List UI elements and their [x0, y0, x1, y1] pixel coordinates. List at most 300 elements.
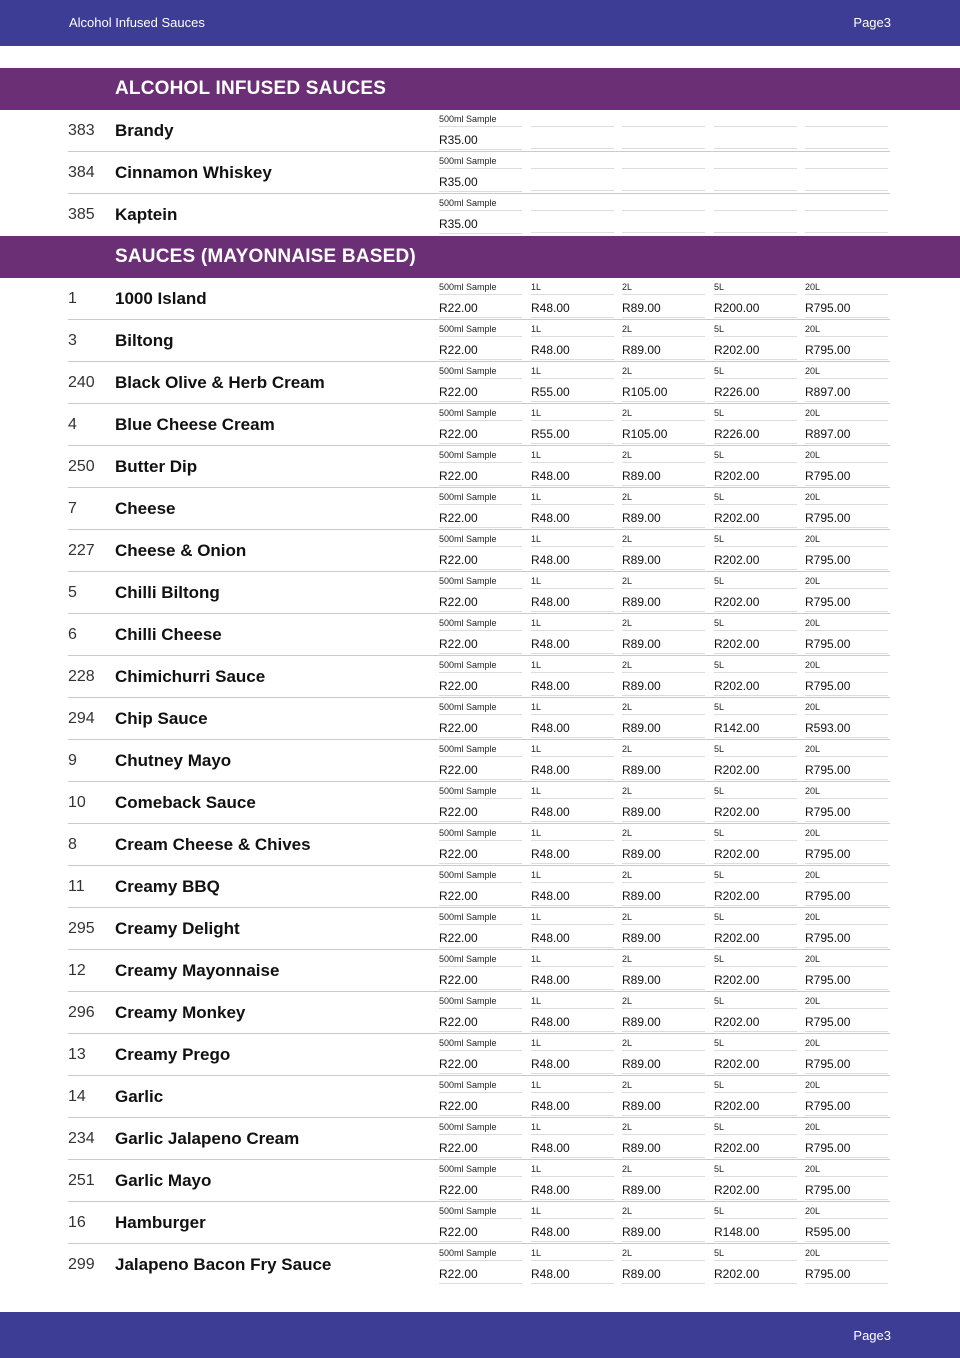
price-cell [531, 576, 614, 612]
price-cell [622, 156, 705, 191]
price-amount: R22.00 [439, 1225, 522, 1242]
price-amount: R202.00 [714, 343, 797, 360]
size-label: 1L [531, 1248, 614, 1261]
price-amount: R22.00 [439, 679, 522, 696]
price-amount: R48.00 [531, 973, 614, 990]
price-amount: R202.00 [714, 1267, 797, 1284]
size-label: 500ml Sample [439, 1206, 522, 1219]
size-label: 5L [714, 954, 797, 967]
size-label: 500ml Sample [439, 870, 522, 883]
price-cell [439, 1122, 522, 1158]
price-amount: R22.00 [439, 511, 522, 528]
price-cell [805, 156, 888, 191]
price-cell [622, 786, 705, 822]
price-amount [805, 175, 888, 191]
size-label: 2L [622, 324, 705, 337]
size-label: 1L [531, 912, 614, 925]
product-code: 240 [68, 374, 95, 391]
product-code: 8 [68, 836, 77, 853]
price-cell [805, 450, 888, 486]
price-amount: R795.00 [805, 553, 888, 570]
product-code: 10 [68, 794, 86, 811]
price-amount: R202.00 [714, 805, 797, 822]
size-label: 500ml Sample [439, 114, 522, 127]
size-label: 5L [714, 408, 797, 421]
price-cell [531, 198, 614, 233]
product-name: Garlic [115, 1087, 164, 1106]
price-cell [439, 744, 522, 780]
size-label: 2L [622, 618, 705, 631]
price-amount: R795.00 [805, 511, 888, 528]
price-cell [805, 198, 888, 233]
product-code: 295 [68, 920, 95, 937]
size-label: 500ml Sample [439, 786, 522, 799]
price-cell [531, 660, 614, 696]
price-cell [622, 1206, 705, 1242]
section-header [0, 236, 960, 278]
price-cell [805, 1038, 888, 1074]
size-label: 5L [714, 1206, 797, 1219]
price-amount: R226.00 [714, 427, 797, 444]
price-amount: R35.00 [439, 217, 522, 234]
product-code: 250 [68, 458, 95, 475]
price-amount [531, 133, 614, 149]
price-cell [439, 1206, 522, 1242]
price-amount: R22.00 [439, 637, 522, 654]
size-label: 20L [805, 996, 888, 1009]
price-cell [714, 114, 797, 149]
size-label: 500ml Sample [439, 450, 522, 463]
product-name: Chimichurri Sauce [115, 667, 266, 686]
size-label: 500ml Sample [439, 954, 522, 967]
price-amount [714, 217, 797, 233]
price-cell [439, 114, 522, 150]
size-label [714, 198, 797, 211]
size-label: 2L [622, 660, 705, 673]
product-row [0, 614, 960, 656]
size-label: 1L [531, 282, 614, 295]
price-cell [714, 1248, 797, 1284]
size-label: 5L [714, 1080, 797, 1093]
size-label: 1L [531, 828, 614, 841]
price-cell [531, 492, 614, 528]
size-label: 2L [622, 450, 705, 463]
size-label: 500ml Sample [439, 576, 522, 589]
price-cell [714, 576, 797, 612]
price-cell [531, 408, 614, 444]
size-label: 2L [622, 576, 705, 589]
price-cell [622, 912, 705, 948]
price-amount: R89.00 [622, 595, 705, 612]
product-code: 234 [68, 1130, 95, 1147]
size-label: 5L [714, 996, 797, 1009]
price-cell [531, 450, 614, 486]
price-cell [439, 366, 522, 402]
price-cell [439, 1038, 522, 1074]
price-cell [714, 954, 797, 990]
product-row [0, 656, 960, 698]
product-code: 16 [68, 1214, 86, 1231]
price-amount: R89.00 [622, 637, 705, 654]
product-name: Cheese & Onion [115, 541, 247, 560]
size-label: 5L [714, 660, 797, 673]
product-name: Chilli Biltong [115, 583, 220, 602]
price-cell [531, 1038, 614, 1074]
price-cell [714, 324, 797, 360]
size-label: 2L [622, 1248, 705, 1261]
product-name: Garlic Mayo [115, 1171, 212, 1190]
size-label: 500ml Sample [439, 282, 522, 295]
size-label: 20L [805, 702, 888, 715]
product-code: 9 [68, 752, 77, 769]
price-cell [622, 450, 705, 486]
price-cell [805, 744, 888, 780]
product-name: 1000 Island [115, 289, 207, 308]
price-amount: R595.00 [805, 1225, 888, 1242]
price-amount: R202.00 [714, 931, 797, 948]
price-cell [531, 366, 614, 402]
price-amount: R795.00 [805, 469, 888, 486]
size-label: 2L [622, 744, 705, 757]
size-label: 1L [531, 618, 614, 631]
size-label: 5L [714, 1164, 797, 1177]
product-code: 5 [68, 584, 77, 601]
size-label: 5L [714, 912, 797, 925]
price-amount: R89.00 [622, 553, 705, 570]
price-cell [622, 1038, 705, 1074]
size-label: 2L [622, 912, 705, 925]
price-cell [714, 744, 797, 780]
price-cell [531, 282, 614, 318]
price-cell [531, 534, 614, 570]
size-label: 5L [714, 450, 797, 463]
price-amount: R48.00 [531, 805, 614, 822]
price-amount: R142.00 [714, 721, 797, 738]
size-label: 1L [531, 534, 614, 547]
product-name: Chip Sauce [115, 709, 208, 728]
price-amount: R22.00 [439, 1141, 522, 1158]
size-label: 1L [531, 1206, 614, 1219]
product-row [0, 1118, 960, 1160]
size-label: 1L [531, 1038, 614, 1051]
product-row [0, 152, 960, 194]
size-label: 500ml Sample [439, 618, 522, 631]
price-amount: R22.00 [439, 847, 522, 864]
size-label: 20L [805, 954, 888, 967]
price-amount: R202.00 [714, 637, 797, 654]
price-amount: R202.00 [714, 553, 797, 570]
product-code: 385 [68, 206, 95, 223]
size-label: 500ml Sample [439, 1248, 522, 1261]
price-cell [439, 1164, 522, 1200]
product-row [0, 866, 960, 908]
price-cell [805, 1164, 888, 1200]
size-label: 5L [714, 1038, 797, 1051]
size-label: 2L [622, 492, 705, 505]
size-label: 5L [714, 282, 797, 295]
price-cell [714, 660, 797, 696]
product-code: 383 [68, 122, 95, 139]
price-amount: R48.00 [531, 1141, 614, 1158]
size-label: 20L [805, 1164, 888, 1177]
size-label: 2L [622, 534, 705, 547]
section-header [0, 68, 960, 110]
price-amount: R795.00 [805, 595, 888, 612]
price-cell [805, 912, 888, 948]
size-label: 20L [805, 786, 888, 799]
size-label: 1L [531, 408, 614, 421]
price-cell [531, 954, 614, 990]
price-amount: R89.00 [622, 973, 705, 990]
price-amount: R48.00 [531, 931, 614, 948]
size-label: 500ml Sample [439, 492, 522, 505]
size-label [714, 114, 797, 127]
size-label: 5L [714, 1248, 797, 1261]
price-amount: R795.00 [805, 847, 888, 864]
price-amount: R48.00 [531, 1225, 614, 1242]
price-amount: R48.00 [531, 343, 614, 360]
size-label [805, 156, 888, 169]
price-cell [531, 114, 614, 149]
price-amount: R795.00 [805, 973, 888, 990]
product-row [0, 362, 960, 404]
product-row [0, 320, 960, 362]
price-amount: R48.00 [531, 595, 614, 612]
price-cell [805, 534, 888, 570]
size-label: 20L [805, 324, 888, 337]
product-row [0, 1160, 960, 1202]
price-amount: R202.00 [714, 511, 797, 528]
price-cell [714, 618, 797, 654]
size-label: 5L [714, 786, 797, 799]
price-cell [805, 576, 888, 612]
price-amount: R795.00 [805, 1267, 888, 1284]
page-header [0, 0, 960, 46]
header-page-number: Page3 [853, 15, 891, 30]
price-amount [714, 133, 797, 149]
product-name: Creamy BBQ [115, 877, 220, 896]
price-amount: R89.00 [622, 1267, 705, 1284]
price-cell [622, 954, 705, 990]
price-cell [714, 828, 797, 864]
product-row [0, 572, 960, 614]
price-cell [439, 660, 522, 696]
product-name: Jalapeno Bacon Fry Sauce [115, 1255, 332, 1274]
product-code: 228 [68, 668, 95, 685]
price-cell [714, 1038, 797, 1074]
size-label: 5L [714, 324, 797, 337]
size-label: 1L [531, 660, 614, 673]
price-amount [531, 175, 614, 191]
price-cell [531, 786, 614, 822]
size-label: 500ml Sample [439, 1122, 522, 1135]
price-cell [531, 870, 614, 906]
size-label: 20L [805, 744, 888, 757]
size-label: 500ml Sample [439, 534, 522, 547]
price-cell [531, 828, 614, 864]
price-cell [805, 408, 888, 444]
price-cell [531, 1080, 614, 1116]
price-amount [622, 217, 705, 233]
document-title: Alcohol Infused Sauces [69, 15, 205, 30]
price-amount: R795.00 [805, 1015, 888, 1032]
price-amount: R795.00 [805, 805, 888, 822]
price-amount: R202.00 [714, 1057, 797, 1074]
price-amount: R22.00 [439, 385, 522, 402]
price-cell [622, 744, 705, 780]
price-amount: R202.00 [714, 973, 797, 990]
product-row [0, 488, 960, 530]
price-cell [805, 828, 888, 864]
price-cell [805, 618, 888, 654]
price-amount: R89.00 [622, 889, 705, 906]
size-label: 2L [622, 828, 705, 841]
price-amount: R22.00 [439, 1099, 522, 1116]
product-name: Creamy Delight [115, 919, 240, 938]
size-label: 20L [805, 366, 888, 379]
size-label: 1L [531, 450, 614, 463]
price-amount: R89.00 [622, 1099, 705, 1116]
price-amount [805, 133, 888, 149]
price-cell [622, 1080, 705, 1116]
price-cell [714, 912, 797, 948]
size-label: 20L [805, 576, 888, 589]
price-cell [805, 1080, 888, 1116]
price-amount: R22.00 [439, 595, 522, 612]
product-code: 12 [68, 962, 86, 979]
price-amount: R89.00 [622, 931, 705, 948]
size-label: 500ml Sample [439, 912, 522, 925]
price-amount: R89.00 [622, 1141, 705, 1158]
size-label: 500ml Sample [439, 744, 522, 757]
section-title: SAUCES (MAYONNAISE BASED) [115, 246, 416, 267]
price-cell [805, 996, 888, 1032]
price-amount: R55.00 [531, 427, 614, 444]
size-label: 1L [531, 954, 614, 967]
size-label: 500ml Sample [439, 660, 522, 673]
price-amount: R200.00 [714, 301, 797, 318]
product-row [0, 530, 960, 572]
product-row [0, 1244, 960, 1286]
price-amount: R105.00 [622, 427, 705, 444]
price-amount: R795.00 [805, 1099, 888, 1116]
section-title: ALCOHOL INFUSED SAUCES [115, 78, 387, 99]
price-amount: R22.00 [439, 343, 522, 360]
product-row [0, 194, 960, 236]
size-label: 2L [622, 954, 705, 967]
product-name: Hamburger [115, 1213, 206, 1232]
product-row [0, 992, 960, 1034]
price-cell [439, 492, 522, 528]
size-label: 500ml Sample [439, 1164, 522, 1177]
product-name: Cheese [115, 499, 176, 518]
price-cell [531, 744, 614, 780]
price-cell [805, 954, 888, 990]
price-amount: R22.00 [439, 931, 522, 948]
size-label: 500ml Sample [439, 996, 522, 1009]
price-cell [622, 324, 705, 360]
price-amount: R89.00 [622, 1057, 705, 1074]
size-label: 5L [714, 576, 797, 589]
product-name: Chilli Cheese [115, 625, 222, 644]
price-amount: R226.00 [714, 385, 797, 402]
price-amount: R22.00 [439, 1183, 522, 1200]
price-amount: R795.00 [805, 931, 888, 948]
price-amount: R48.00 [531, 1099, 614, 1116]
price-amount: R48.00 [531, 1057, 614, 1074]
size-label: 2L [622, 366, 705, 379]
size-label: 2L [622, 1122, 705, 1135]
price-amount: R202.00 [714, 847, 797, 864]
size-label: 1L [531, 744, 614, 757]
price-amount: R795.00 [805, 1057, 888, 1074]
product-code: 13 [68, 1046, 86, 1063]
price-cell [805, 366, 888, 402]
price-cell [439, 618, 522, 654]
size-label: 20L [805, 1206, 888, 1219]
size-label: 2L [622, 408, 705, 421]
price-amount: R22.00 [439, 427, 522, 444]
size-label: 1L [531, 702, 614, 715]
size-label: 20L [805, 450, 888, 463]
size-label [714, 156, 797, 169]
price-amount: R593.00 [805, 721, 888, 738]
price-amount: R48.00 [531, 637, 614, 654]
price-cell [439, 954, 522, 990]
size-label: 500ml Sample [439, 198, 522, 211]
price-cell [622, 114, 705, 149]
product-row [0, 1076, 960, 1118]
price-amount: R22.00 [439, 889, 522, 906]
product-row [0, 446, 960, 488]
product-name: Garlic Jalapeno Cream [115, 1129, 300, 1148]
price-amount: R22.00 [439, 1015, 522, 1032]
product-row [0, 698, 960, 740]
price-cell [439, 282, 522, 318]
price-amount: R89.00 [622, 1015, 705, 1032]
price-cell [531, 324, 614, 360]
price-cell [531, 996, 614, 1032]
price-amount: R89.00 [622, 763, 705, 780]
price-amount [714, 175, 797, 191]
price-cell [714, 786, 797, 822]
price-cell [622, 492, 705, 528]
price-amount: R22.00 [439, 469, 522, 486]
size-label: 20L [805, 1038, 888, 1051]
price-cell [622, 576, 705, 612]
price-amount: R48.00 [531, 763, 614, 780]
price-cell [439, 912, 522, 948]
size-label: 2L [622, 996, 705, 1009]
size-label [805, 114, 888, 127]
product-name: Kaptein [115, 205, 178, 224]
price-amount: R897.00 [805, 385, 888, 402]
size-label: 20L [805, 282, 888, 295]
price-amount: R48.00 [531, 721, 614, 738]
price-cell [622, 408, 705, 444]
price-amount: R48.00 [531, 553, 614, 570]
size-label: 5L [714, 744, 797, 757]
size-label: 2L [622, 702, 705, 715]
price-cell [439, 996, 522, 1032]
size-label: 1L [531, 1080, 614, 1093]
product-code: 4 [68, 416, 77, 433]
product-code: 6 [68, 626, 77, 643]
price-cell [714, 1164, 797, 1200]
product-row [0, 1202, 960, 1244]
price-amount [805, 217, 888, 233]
price-cell [531, 912, 614, 948]
